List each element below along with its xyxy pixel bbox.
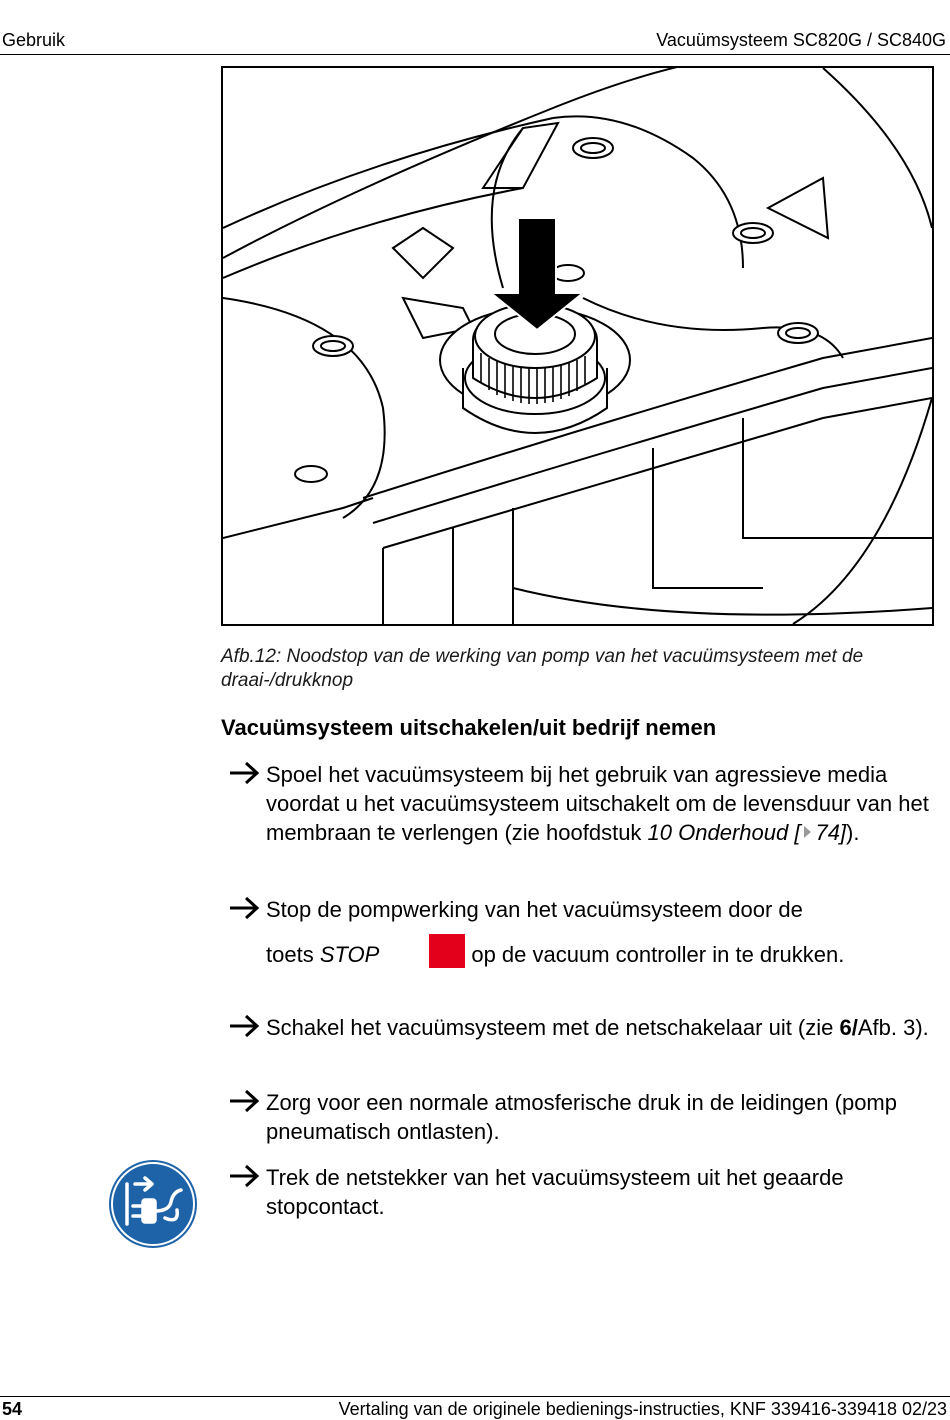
step-1-text-end: ).: [846, 820, 860, 845]
step-5-text: Trek de netstekker van het vacuümsysteem uit het geaarde stopcontact.: [266, 1165, 844, 1219]
step-2-line-1: Stop de pompwerking van het vacuümsysteem door de: [266, 897, 803, 922]
step-1-reference[interactable]: 10 Onderhoud [: [647, 820, 801, 845]
step-1-reference-page[interactable]: 74]: [815, 820, 847, 845]
arrow-right-icon: [228, 760, 260, 786]
step-4: [228, 1088, 940, 1146]
step-1: [228, 760, 940, 847]
step-3: [228, 1013, 940, 1042]
figure-caption: Afb.12: Noodstop van de werking van pomp van het vacuümsysteem met de draai-/drukknop: [221, 646, 864, 691]
footer-text: Vertaling van de originele bedienings-instructies, KNF 339416-339418 02/23: [338, 1399, 947, 1419]
step-2-text-end: op de vacuum controller in te drukken.: [471, 942, 845, 967]
section-title: Vacuümsysteem uitschakelen/uit bedrijf nemen: [221, 715, 717, 740]
arrow-right-icon: [228, 1013, 260, 1039]
page-number: 54: [2, 1399, 23, 1419]
step-3-text-end: Afb. 3).: [857, 1015, 929, 1040]
step-3-text: Schakel het vacuümsysteem met de netschakelaar uit (zie: [266, 1015, 840, 1040]
stop-key-label: STOP: [319, 942, 380, 967]
step-2: [228, 895, 940, 969]
step-1-text: Spoel het vacuümsysteem bij het gebruik van agressieve media voordat u het vacuümsysteem uitschakelt om de levensduur van het membraan te verlengen (zie hoofdstuk: [266, 762, 929, 845]
stop-key-icon: [429, 934, 465, 968]
step-5: [228, 1163, 940, 1221]
unplug-mains-icon: [107, 1158, 199, 1250]
figure-12: [221, 66, 934, 626]
header-product: Vacuümsysteem SC820G / SC840G: [656, 30, 946, 50]
pump-top-drawing: [223, 68, 932, 624]
step-4-text: Zorg voor een normale atmosferische druk in de leidingen (pomp pneumatisch ontlasten).: [266, 1090, 897, 1144]
arrow-right-icon: [228, 1088, 260, 1114]
step-2-text: toets: [266, 942, 320, 967]
page-pointer-icon: [804, 826, 811, 838]
arrow-right-icon: [228, 1163, 260, 1189]
header-section: Gebruik: [2, 30, 66, 50]
header-rule: [0, 54, 950, 55]
step-3-bold-ref: 6/: [839, 1015, 858, 1040]
footer-rule: [0, 1396, 950, 1397]
arrow-right-icon: [228, 895, 260, 921]
